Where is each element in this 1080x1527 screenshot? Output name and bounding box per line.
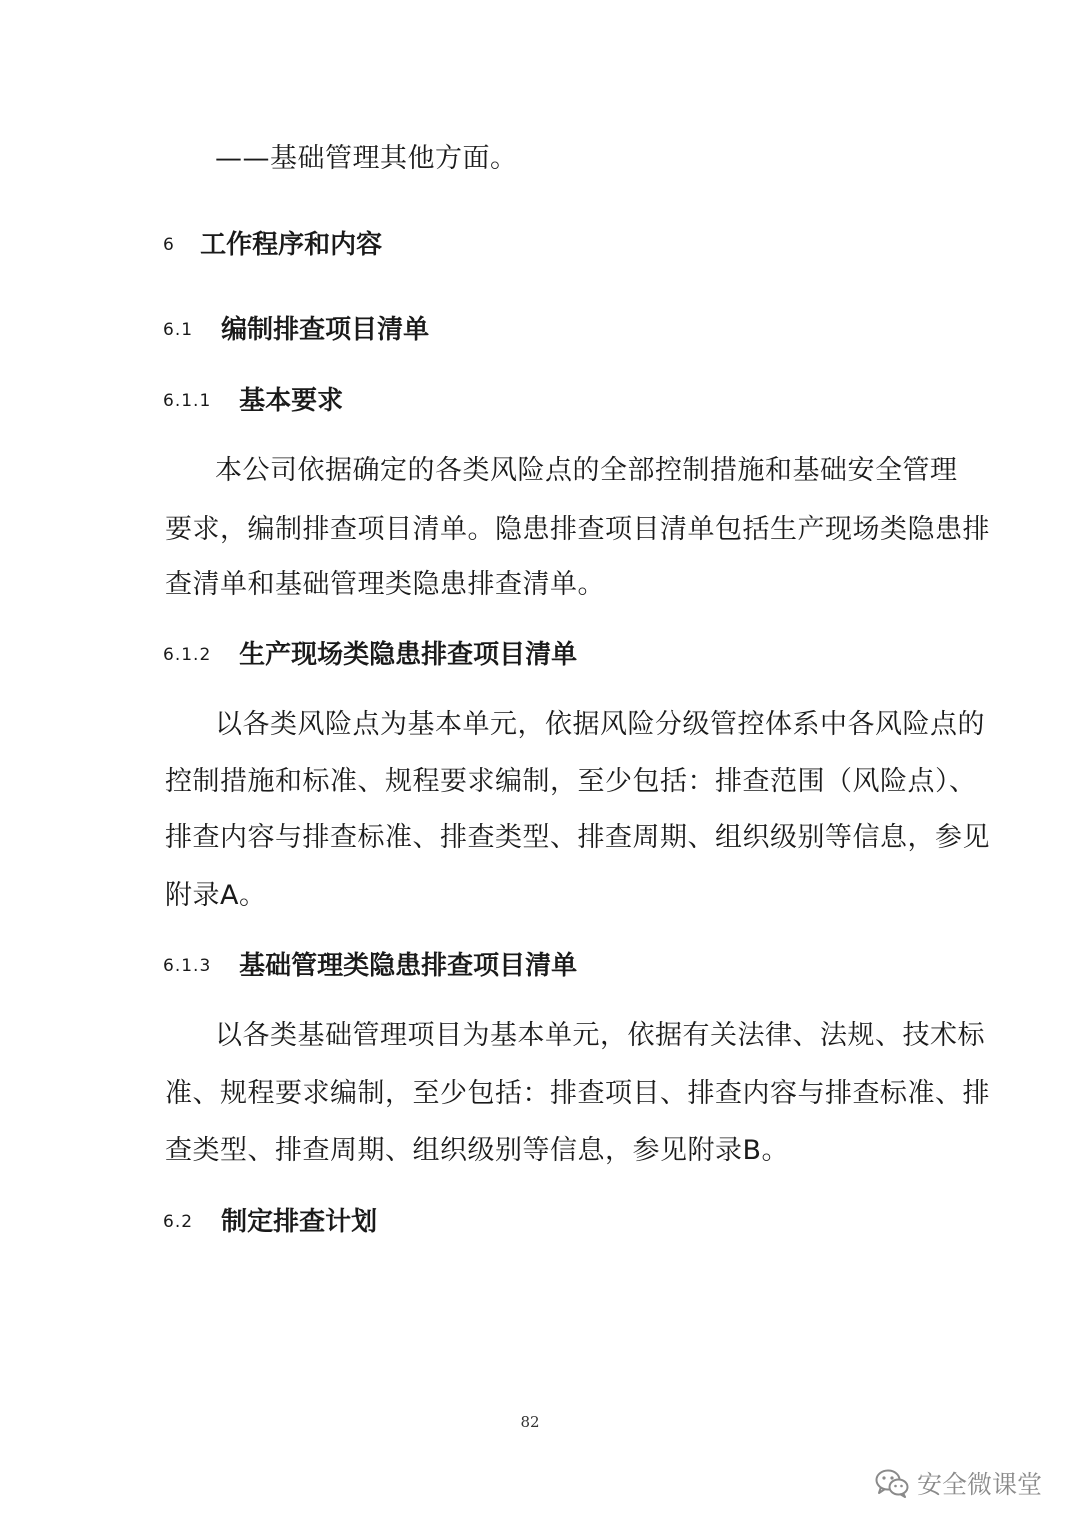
heading-6-1-2-title: 生产现场类隐患排查项目清单: [239, 639, 578, 670]
heading-6-1-1-title: 基本要求: [239, 385, 344, 416]
watermark: [875, 1465, 1042, 1501]
heading-6-2-number: 6.2: [163, 1211, 194, 1232]
paragraph-line: 准、规程要求编制，至少包括：排查项目、排查内容与排查标准、排: [165, 1078, 990, 1109]
wechat-icon: [875, 1468, 909, 1498]
heading-6-2: [163, 1201, 377, 1242]
heading-6: [163, 224, 382, 265]
heading-6-title: 工作程序和内容: [200, 229, 383, 260]
heading-6-1-1: [163, 380, 343, 421]
heading-6-1-3: [163, 945, 577, 986]
paragraph-line: 查类型、排查周期、组织级别等信息，参见附录B。: [165, 1135, 790, 1166]
heading-6-1-2: [163, 634, 577, 675]
dash-item: ——基础管理其他方面。: [215, 143, 518, 174]
paragraph-line: 本公司依据确定的各类风险点的全部控制措施和基础安全管理: [215, 455, 958, 486]
paragraph-line: 以各类风险点为基本单元，依据风险分级管控体系中各风险点的: [215, 709, 985, 740]
paragraph-line: 查清单和基础管理类隐患排查清单。: [165, 569, 605, 600]
heading-6-number: 6: [163, 234, 175, 255]
paragraph-line: 控制措施和标准、规程要求编制，至少包括：排查范围（风险点）、: [165, 766, 977, 797]
heading-6-2-title: 制定排查计划: [221, 1206, 378, 1237]
heading-6-1-title: 编制排查项目清单: [221, 314, 430, 345]
heading-6-1-2-number: 6.1.2: [163, 644, 212, 665]
heading-6-1-1-number: 6.1.1: [163, 390, 212, 411]
heading-6-1: [163, 309, 429, 350]
heading-6-1-3-number: 6.1.3: [163, 955, 212, 976]
paragraph-line: 排查内容与排查标准、排查类型、排查周期、组织级别等信息，参见: [165, 822, 990, 853]
heading-6-1-3-title: 基础管理类隐患排查项目清单: [239, 950, 578, 981]
paragraph-line: 要求，编制排查项目清单。隐患排查项目清单包括生产现场类隐患排: [165, 514, 990, 545]
paragraph-line: 以各类基础管理项目为基本单元，依据有关法律、法规、技术标: [215, 1020, 985, 1051]
heading-6-1-number: 6.1: [163, 319, 194, 340]
watermark-text: 安全微课堂: [916, 1470, 1042, 1499]
paragraph-line: 附录A。: [165, 880, 267, 911]
page-number: 82: [520, 1413, 540, 1431]
